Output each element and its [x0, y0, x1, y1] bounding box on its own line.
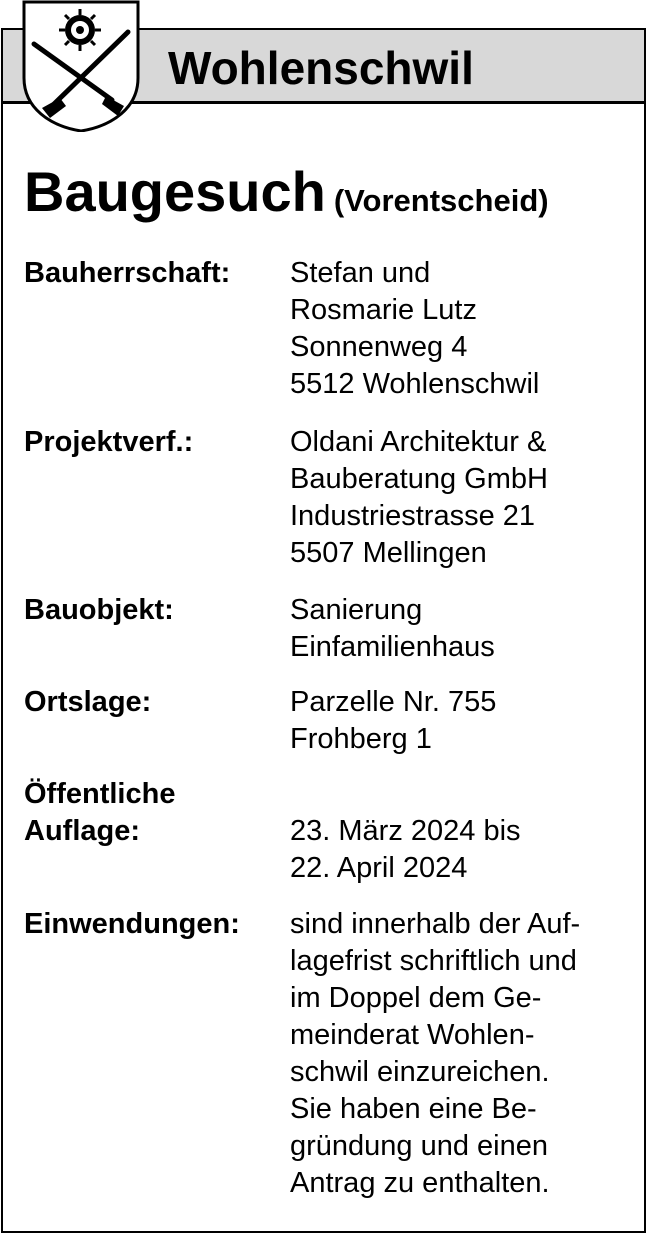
- entry-label: [24, 776, 175, 850]
- value-line: 5512 Wohlenschwil: [290, 368, 540, 400]
- entry-value: [290, 906, 630, 1202]
- value-line: Sanierung: [290, 594, 423, 626]
- notice-title: [24, 160, 549, 224]
- entry-label: Ortslage:: [24, 686, 152, 718]
- value-line: meinderat Wohlen-: [290, 1019, 535, 1051]
- entry-value: [290, 813, 630, 887]
- label-line: Öffentliche: [24, 778, 176, 810]
- value-line: 23. März 2024 bis: [290, 815, 521, 847]
- value-line: 5507 Mellingen: [290, 537, 487, 569]
- entry-value: [290, 684, 630, 758]
- value-line: im Doppel dem Ge-: [290, 982, 542, 1014]
- entry-label: Projektverf.:: [24, 426, 194, 458]
- entry-value: [290, 255, 630, 403]
- label-line: Auflage:: [24, 815, 140, 847]
- entry-label: Bauherrschaft:: [24, 257, 231, 289]
- value-line: sind innerhalb der Auf-: [290, 908, 581, 940]
- value-line: Rosmarie Lutz: [290, 294, 477, 326]
- value-line: Oldani Architektur &: [290, 426, 547, 458]
- value-line: Parzelle Nr. 755: [290, 686, 497, 718]
- value-line: Frohberg 1: [290, 723, 432, 755]
- title-subtitle: (Vorentscheid): [333, 183, 549, 218]
- value-line: Sonnenweg 4: [290, 331, 468, 363]
- value-line: lagefrist schriftlich und: [290, 945, 577, 977]
- value-line: Stefan und: [290, 257, 431, 289]
- value-line: Industriestrasse 21: [290, 500, 536, 532]
- value-line: Bauberatung GmbH: [290, 463, 548, 495]
- municipality-name: Wohlenschwil: [168, 42, 474, 94]
- title-main: Baugesuch: [24, 160, 326, 223]
- value-line: Antrag zu enthalten.: [290, 1167, 550, 1199]
- entry-value: [290, 424, 630, 572]
- value-line: Einfamilienhaus: [290, 631, 495, 663]
- entry-value: [290, 592, 630, 666]
- municipal-coat-of-arms-icon: [20, 0, 142, 132]
- value-line: Sie haben eine Be-: [290, 1093, 537, 1125]
- value-line: gründung und einen: [290, 1130, 549, 1162]
- value-line: 22. April 2024: [290, 852, 468, 884]
- entry-label: Bauobjekt:: [24, 594, 174, 626]
- value-line: schwil einzureichen.: [290, 1056, 550, 1088]
- entry-label: Einwendungen:: [24, 908, 240, 940]
